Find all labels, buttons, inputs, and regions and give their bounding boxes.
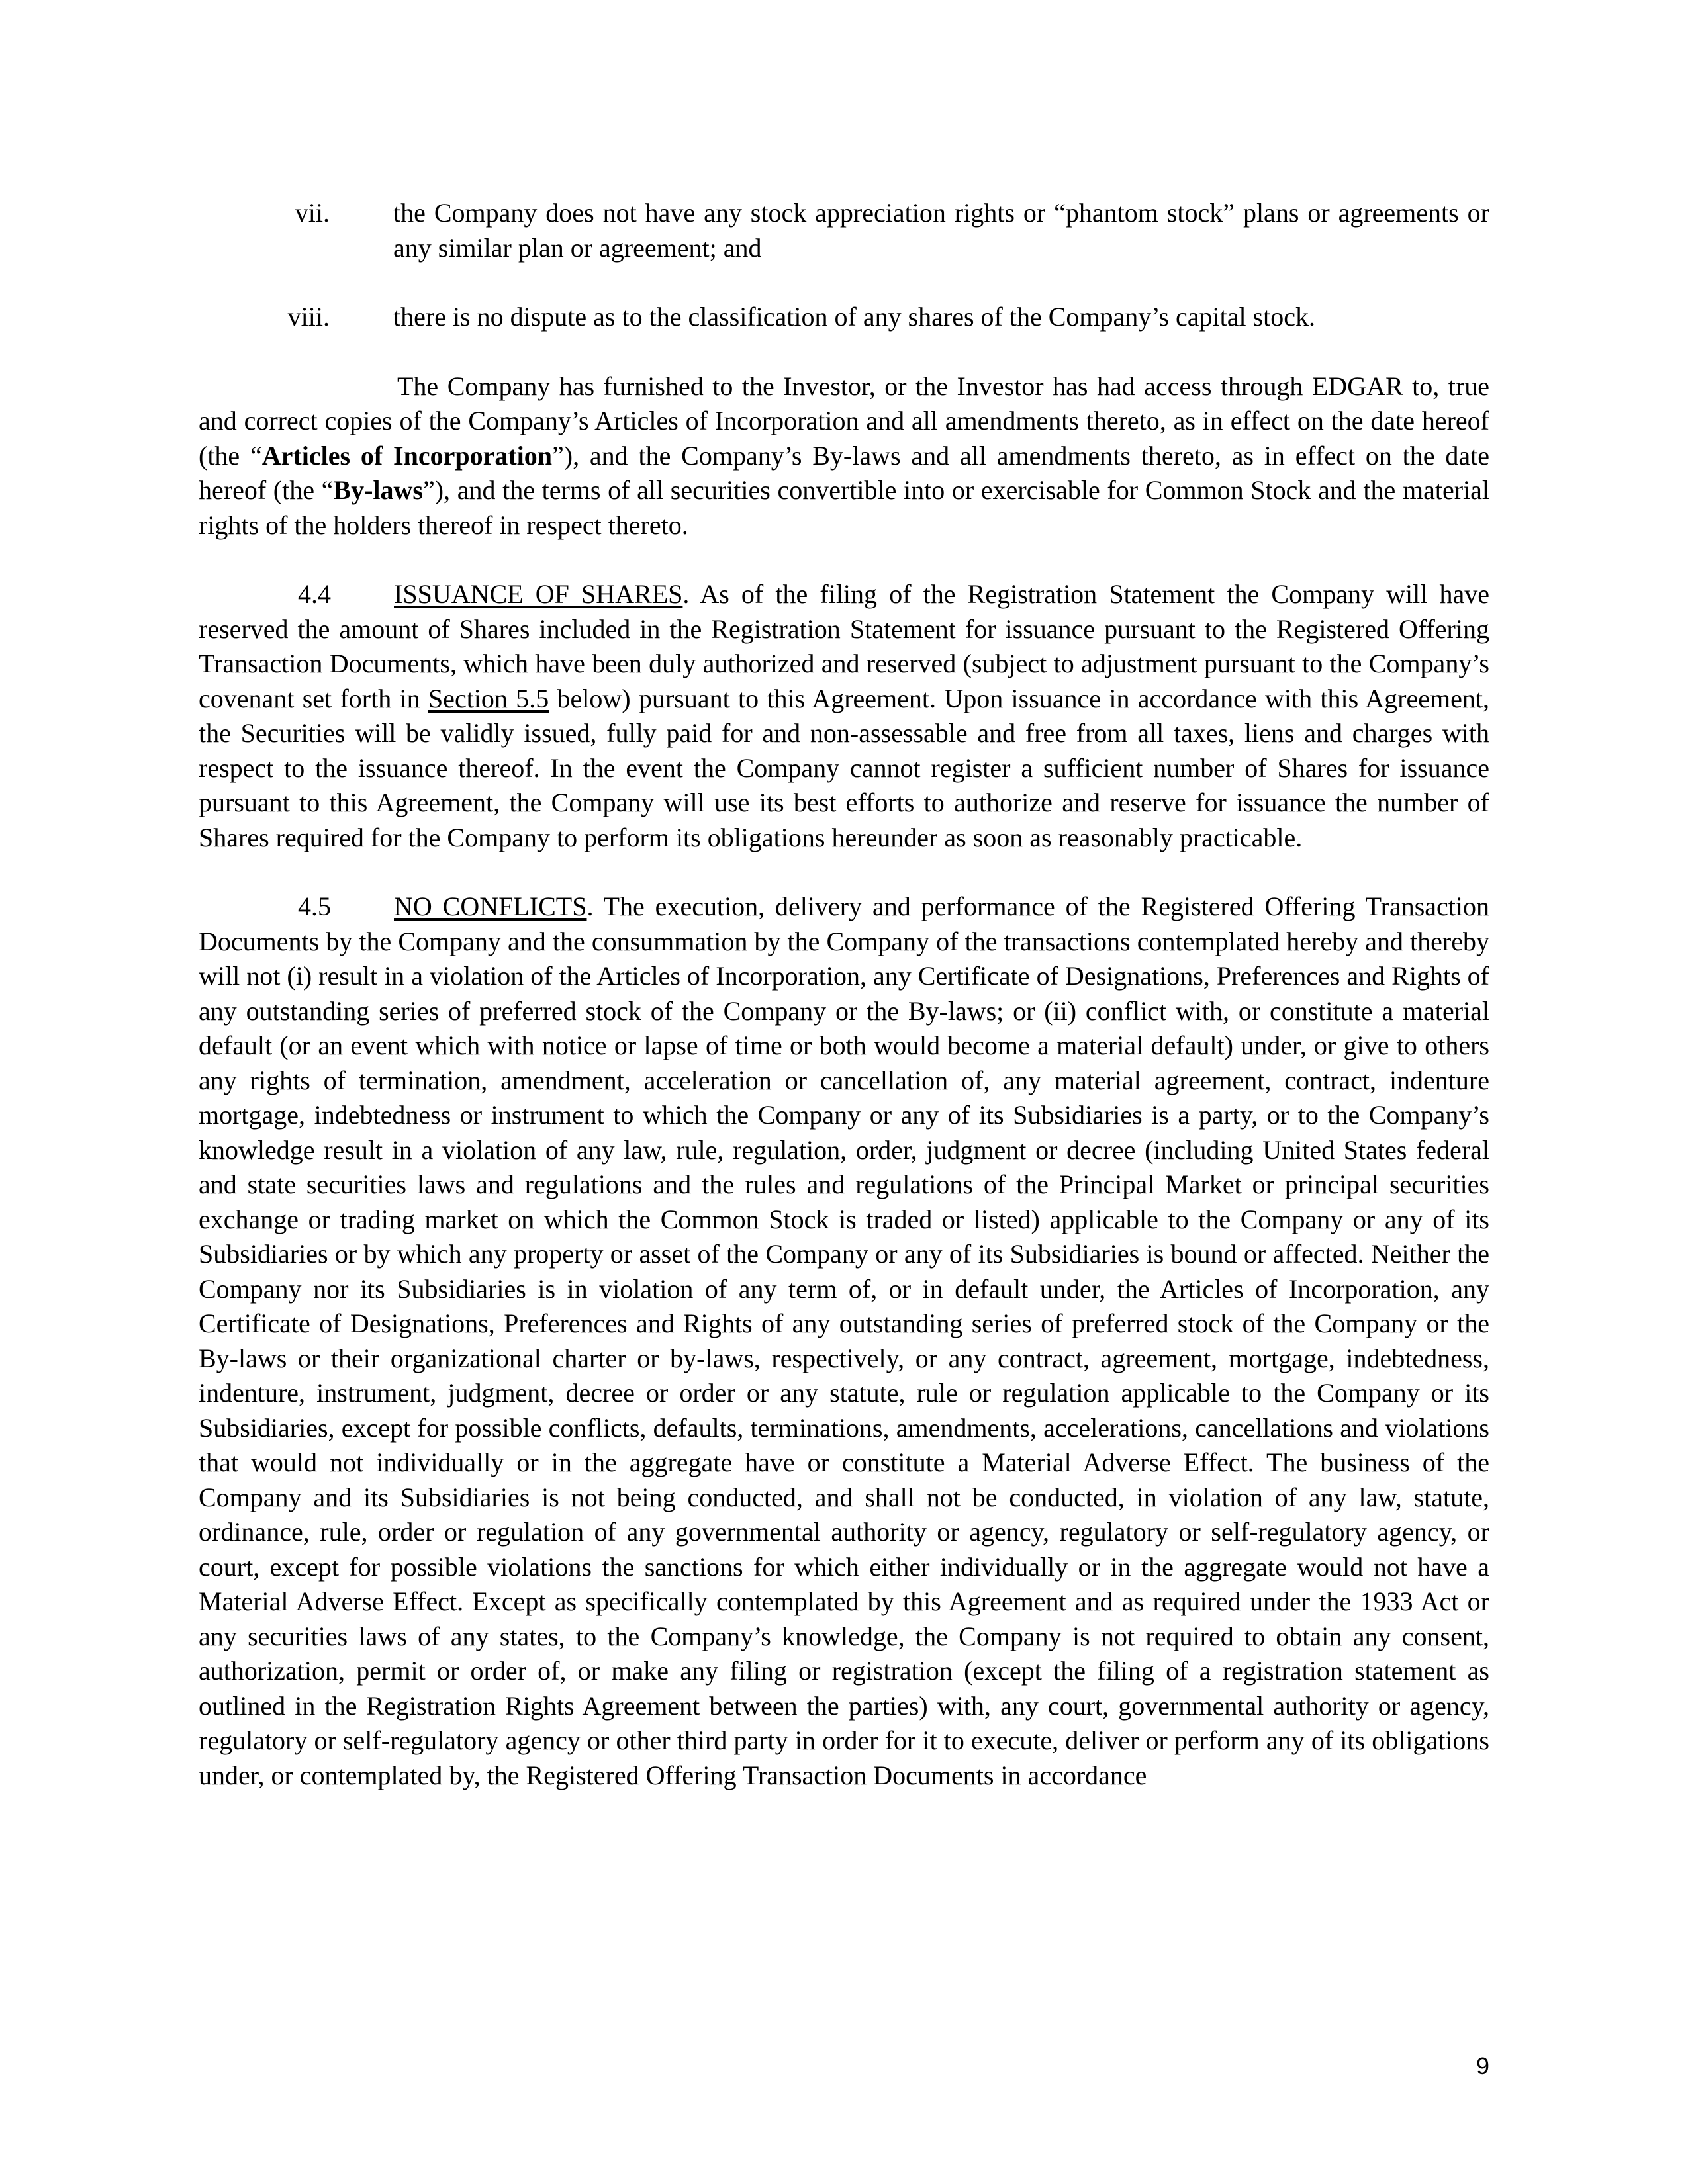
section-4-5 <box>199 889 1489 1793</box>
page-content <box>199 196 1489 1827</box>
defined-term-articles: Articles of Incorporation <box>261 440 553 471</box>
section-4-4 <box>199 577 1489 855</box>
page-number: 9 <box>1476 2052 1489 2079</box>
list-item-vii <box>199 196 1489 265</box>
section-number: 4.4 <box>298 579 331 609</box>
paragraph-text: ”), and the Company’s By-laws and all amendments thereto, as in effect on the date hereof (the “ <box>199 440 1489 505</box>
paragraph-text: The Company has furnished to the Investor, or the Investor has had access through EDGAR to, true and correct copies of the Company’s Articles of Incorporation and all amendments thereto, as in effect on the date hereof (the “ <box>199 371 1489 471</box>
list-item-viii <box>199 300 1489 335</box>
section-cross-reference: Section 5.5 <box>428 683 549 713</box>
paragraph-text: ”), and the terms of all securities convertible into or exercisable for Common Stock and the material rights of the holders thereof in respect thereto. <box>199 475 1490 540</box>
section-text: below) pursuant to this Agreement. Upon issuance in accordance with this Agreement, the Securities will be validly issued, fully paid for and non-assessable and free from all taxes, liens and charges with respect to the issuance thereof. In the event the Company cannot register a sufficient number of Shares for issuance pursuant to this Agreement, the Company will use its best efforts to authorize and reserve for issuance the number of Shares required for the Company to perform its obligations hereunder as soon as reasonably practicable. <box>199 683 1489 852</box>
section-text: . The execution, delivery and performance of the Registered Offering Transaction Documents by the Company and the consummation by the Company of the transactions contemplated hereby and thereby will not (i) result in a violation of the Articles of Incorporation, any Certificate of Designations, Preferences and Rights of any outstanding series of preferred stock of the Company or the By-laws; or (ii) conflict with, or constitute a material default (or an event which with notice or lapse of time or both would become a material default) under, or give to others any rights of termination, amendment, acceleration or cancellation of, any material agreement, contract, indenture mortgage, indebtedness or instrument to which the Company or any of its Subsidiaries is a party, or to the Company’s knowledge result in a violation of any law, rule, regulation, order, judgment or decree (including United States federal and state securities laws and regulations and the rules and regulations of the Principal Market or principal securities exchange or trading market on which the Common Stock is traded or listed) applicable to the Company or any of its Subsidiaries or by which any property or asset of the Company or any of its Subsidiaries is bound or affected. Neither the Company nor its Subsidiaries is in violation of any term of, or in default under, the Articles of Incorporation, any Certificate of Designations, Preferences and Rights of any outstanding series of preferred stock of the Company or the By-laws or their organizational charter or by-laws, respectively, or any contract, agreement, mortgage, indebtedness, indenture, instrument, judgment, decree or order or any statute, rule or regulation applicable to the Company or its Subsidiaries, except for possible conflicts, defaults, terminations, amendments, accelerations, cancellations and violations that would not individually or in the aggregate have or constitute a Material Adverse Effect. The business of the Company and its Subsidiaries is not being conducted, and shall not be conducted, in violation of any law, statute, ordinance, rule, order or regulation of any governmental authority or agency, regulatory or self-regulatory agency, or court, except for possible violations the sanctions for which either individually or in the aggregate would not have a Material Adverse Effect. Except as specifically contemplated by this Agreement and as required under the 1933 Act or any securities laws of any states, to the Company’s knowledge, the Company is not required to obtain any consent, authorization, permit or order of, or make any filing or registration (except the filing of a registration statement as outlined in the Registration Rights Agreement between the parties) with, any court, governmental authority or agency, regulatory or self-regulatory agency or other third party in order for it to execute, deliver or perform any of its obligations under, or contemplated by, the Registered Offering Transaction Documents in accordance <box>199 891 1489 1790</box>
list-item-text: there is no dispute as to the classification of any shares of the Company’s capital stock. <box>393 302 1315 332</box>
list-item-number: vii. <box>295 198 330 228</box>
defined-term-bylaws: By-laws <box>333 475 423 505</box>
section-text: . As of the filing of the Registration Statement the Company will have reserved the amount of Shares included in the Registration Statement for issuance pursuant to the Registered Offering Transaction Documents, which have been duly authorized and reserved (subject to adjustment pursuant to the Company’s covenant set forth in <box>199 579 1489 713</box>
section-heading: ISSUANCE OF SHARES <box>394 579 683 609</box>
section-number: 4.5 <box>298 891 331 921</box>
list-item-text: the Company does not have any stock appreciation rights or “phantom stock” plans or agreements or any similar plan or agreement; and <box>393 198 1489 263</box>
charter-documents-paragraph <box>199 369 1489 543</box>
section-heading: NO CONFLICTS <box>394 891 587 921</box>
list-item-number: viii. <box>287 302 330 332</box>
